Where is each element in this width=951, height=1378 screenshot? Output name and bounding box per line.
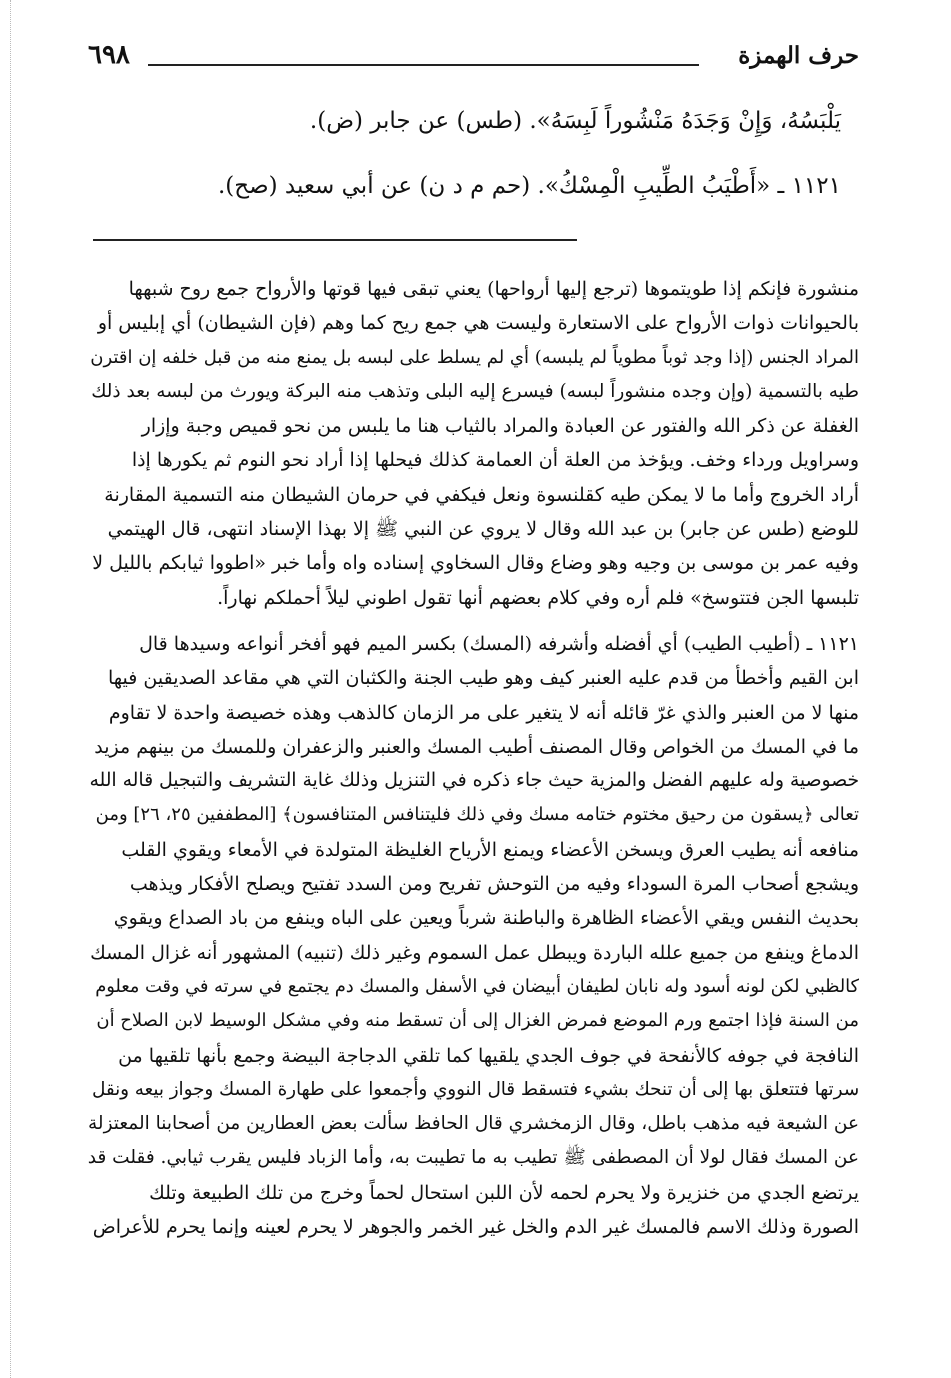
text-line: خصوصية وله عليهم الفضل والمزية حيث جاء ذكره في التنزيل وذلك غاية التشريف والتبجيل قاله الله (89, 770, 859, 792)
text-line: بحديث النفس ويقي الأعضاء الظاهرة والباطنة شرباً ويعين على الباه وينفع من باد الصداع ويقوي (113, 907, 859, 930)
text-line: يرتضع الجدي من خنزيرة ولا يحرم لحمه لأن اللبن استحال لحماً وخرج من تلك الطبيعة وتلك (149, 1181, 859, 1204)
text-line: سرتها فتتعلق بها إلى أن تنحك بشيء فتسقط قال النووي وأجمعوا على طهارة المسك وجواز بيعه ونقل (92, 1078, 859, 1100)
hadith-line: يَلْبَسُهُ، وَإِنْ وَجَدَهُ مَنْشُوراً لَبِسَهُ». (طس) عن جابر (ض). (309, 108, 841, 134)
hadith-text-block (150, 104, 841, 234)
text-line: المراد الجنس (إذا وجد ثوباً مطوياً لم يلبسه) أي لم يسلط على لبسه بل يمنع منه من قبل خلفه إن اقترن (90, 346, 859, 368)
chapter-title: حرف الهمزة (738, 42, 859, 69)
text-line: ويشجع أصحاب المرة السوداء وفيه من التوحش تفريح ومن السدد تفتيح ويصلح الأفكار ويذهب (129, 873, 859, 896)
text-line: أراد الخروج وأما ما لا يمكن طيه كقلنسوة ونعل فيكفي في حرمان الشيطان منه التسمية المقارنة (104, 483, 859, 506)
text-line: منشورة فإنكم إذا طويتموها (ترجع إليها أرواحها) يعني تبقى فيها قوتها والأرواح جمع روح شبهها (128, 278, 859, 300)
text-line: منافعه أنه يطيب العرق ويسخن الأعضاء ويمنع الأرياح الغليظة المتولدة في الأمعاء ويقوي القلب (121, 838, 859, 861)
text-line: الصورة وذلك الاسم فالمسك غير الدم والخل غير الخمر والجوهر لا يحرم لعينه وإنما يحرم للأعراض (92, 1216, 859, 1239)
text-line: تعالى ﴿يسقون من رحيق مختوم ختامه مسك وفي ذلك فليتنافس المتنافسون﴾ [المطففين ٢٥، ٢٦] ومن (95, 804, 859, 826)
text-line: منها لا من العنبر والذي غرّ قائله أنه لا يتغير على مر الزمان كالذهب وهذه خصيصة واحدة لا تقاوم (108, 701, 859, 724)
hadith-line: ١١٢١ ـ «أَطْيَبُ الطِّيبِ الْمِسْكُ». (حم م د ن) عن أبي سعيد (صح). (217, 173, 841, 199)
text-line: للوضع (طس عن جابر) بن عبد الله وقال لا يروي عن النبي ﷺ إلا بهذا الإسناد انتهى، قال الهيتمي (107, 518, 859, 541)
text-line: من السنة فإذا اجتمع ورم الموضع فمرض الغزال إلى أن تسقط منه وفي مشكل الوسيط لابن الصلاح أن (96, 1010, 859, 1032)
text-line: النافجة في جوفه كالأنفحة في جوف الجدي يلقيها كما تلقي الدجاجة البيضة وجمع بأنها تلقيها من (118, 1044, 859, 1067)
text-line: الغفلة عن ذكر الله والفتور عن العبادة والمراد بالثياب هنا ما يلبس من نحو قميص وجبة وإزار (141, 415, 859, 438)
text-line: ١١٢١ ـ (أطيب الطيب) أي أفضله وأشرفه (المسك) بكسر الميم فهو أفخر أنواعه وسيدها قال (139, 632, 859, 655)
header-rule (148, 64, 699, 66)
text-line: ابن القيم وأخطأ من قدم عليه العنبر كيف وهو طيب الجنة والكثبان التي هي مقاعد الصديقين فيها (107, 667, 859, 690)
text-line: تلبسها الجن فتتوسخ» فلم أره وفي كلام بعضهم أنها تقول اطوني ليلاً أحملكم نهاراً. (217, 586, 859, 609)
text-line: الدماغ وينفع من جميع علله الباردة ويبطل عمل السموم وغير ذلك (تنبيه) المشهور أنه غزال المسك (90, 941, 859, 964)
page-edge-border (10, 0, 11, 1378)
page-number: ٦٩٨ (88, 40, 130, 70)
page-header (88, 38, 859, 78)
text-line: طيه بالتسمية (وإن وجده منشوراً لبسه) فيسرع إليه البلى وتذهب منه البركة ويورث من لبسه بعد ذلك (91, 380, 859, 402)
text-line: عن المسك فقال لولا أن المصطفى ﷺ تطيب به ما تطيبت به، وأما الزباد فليس يقرب ثيابي. فقلت قد (88, 1147, 859, 1169)
text-line: عن الشيعة فيه مذهب باطل، وقال الزمخشري قال الحافظ سألت بعض العطارين من أصحابنا المعتزلة (88, 1113, 859, 1135)
text-line: ما في المسك من الخواص وقال المصنف أطيب المسك والعنبر والزعفران وللمسك من بينهم مزيد (94, 735, 859, 758)
text-line: وفيه عمر بن موسى بن وجيه وهو وضاع وقال السخاوي إسناده واه وأما خبر «اطووا ثيابكم بالليل لا (92, 552, 859, 575)
text-line: وسراويل ورداء وخف. ويؤخذ من العلة أن العمامة كذلك فيحلها إذا أراد نحو النوم ثم يكورها إذا (131, 449, 859, 472)
text-line: كالظبي لكن لونه أسود وله نابان لطيفان أبيضان في الأسفل والمسك دم يجتمع في سرته في وقت معلوم (95, 976, 859, 997)
commentary-paragraph (88, 627, 859, 1244)
footnote-divider (93, 239, 577, 241)
text-line: بالحيوانات ذوات الأرواح على الاستعارة وليست هي جمع ريح كما وهم (فإن الشيطان) أي إبليس أو (97, 312, 859, 335)
commentary-block (88, 272, 859, 1244)
commentary-paragraph (88, 272, 859, 615)
